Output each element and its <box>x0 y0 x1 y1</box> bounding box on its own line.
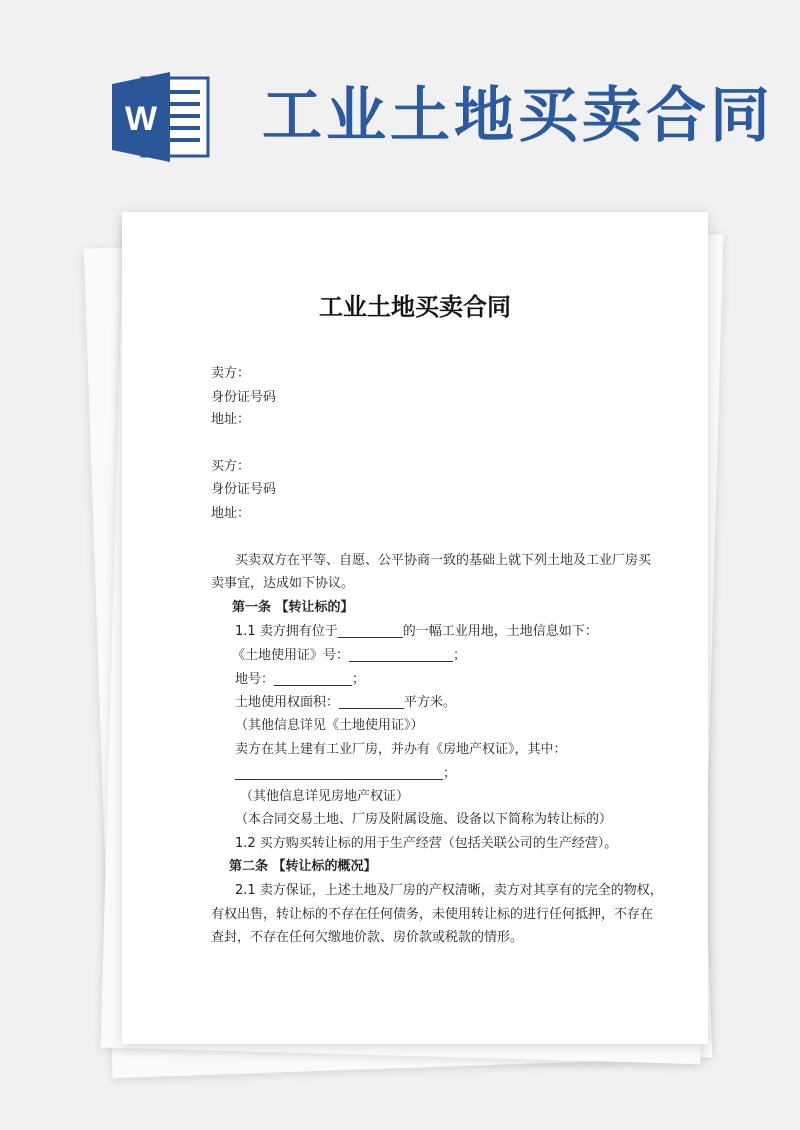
document-page <box>122 212 708 1044</box>
document-title: 工业土地买卖合同 <box>319 293 511 321</box>
paragraph-line: 《土地使用证》号：________________； <box>232 648 467 663</box>
paragraph-line: （本合同交易土地、厂房及附属设施、设备以下简称为转让标的） <box>235 812 613 827</box>
banner-title: 工业土地买卖合同 <box>262 81 774 151</box>
paragraph-line: 买卖双方在平等、自愿、公平协商一致的基础上就下列土地及工业厂房买 <box>235 553 652 568</box>
paragraph-line: 卖事宜，达成如下协议。 <box>211 576 355 591</box>
article-heading: 第二条 【转让标的概况】 <box>229 859 377 874</box>
paragraph-line: 2.1 卖方保证，上述土地及厂房的产权清晰，卖方对其享有的完全的物权， <box>235 883 663 898</box>
seller-label: 卖方： <box>211 366 251 381</box>
buyer-id-label: 身份证号码 <box>211 482 277 497</box>
buyer-label: 买方： <box>211 459 251 474</box>
buyer-address-label: 地址： <box>211 506 251 521</box>
paragraph-line: 地号：____________； <box>235 672 366 687</box>
banner <box>0 0 800 200</box>
paragraph-line: （其他信息详见房地产权证） <box>240 789 410 804</box>
paragraph-line: （其他信息详见《土地使用证》） <box>235 718 424 733</box>
paragraph-line: 查封，不存在任何欠缴地价款、房价款或税款的情形。 <box>211 930 524 945</box>
paragraph-line: 有权出售，转让标的不存在任何债务，未使用转让标的进行任何抵押，不存在 <box>211 907 654 922</box>
article-heading: 第一条 【转让标的】 <box>232 600 354 615</box>
paragraph-line: ________________________________； <box>235 766 457 781</box>
paragraph-line: 土地使用权面积：__________平方米。 <box>235 695 457 710</box>
svg-text:W: W <box>124 100 158 138</box>
seller-address-label: 地址： <box>211 412 251 427</box>
paragraph-line: 1.1 卖方拥有位于__________的一幅工业用地，土地信息如下： <box>235 624 598 639</box>
seller-id-label: 身份证号码 <box>211 390 277 405</box>
paragraph-line: 卖方在其上建有工业厂房，并办有《房地产权证》，其中： <box>235 742 567 757</box>
paragraph-line: 1.2 买方购买转让标的用于生产经营（包括关联公司的生产经营）。 <box>235 836 618 851</box>
word-document-icon <box>112 72 212 162</box>
